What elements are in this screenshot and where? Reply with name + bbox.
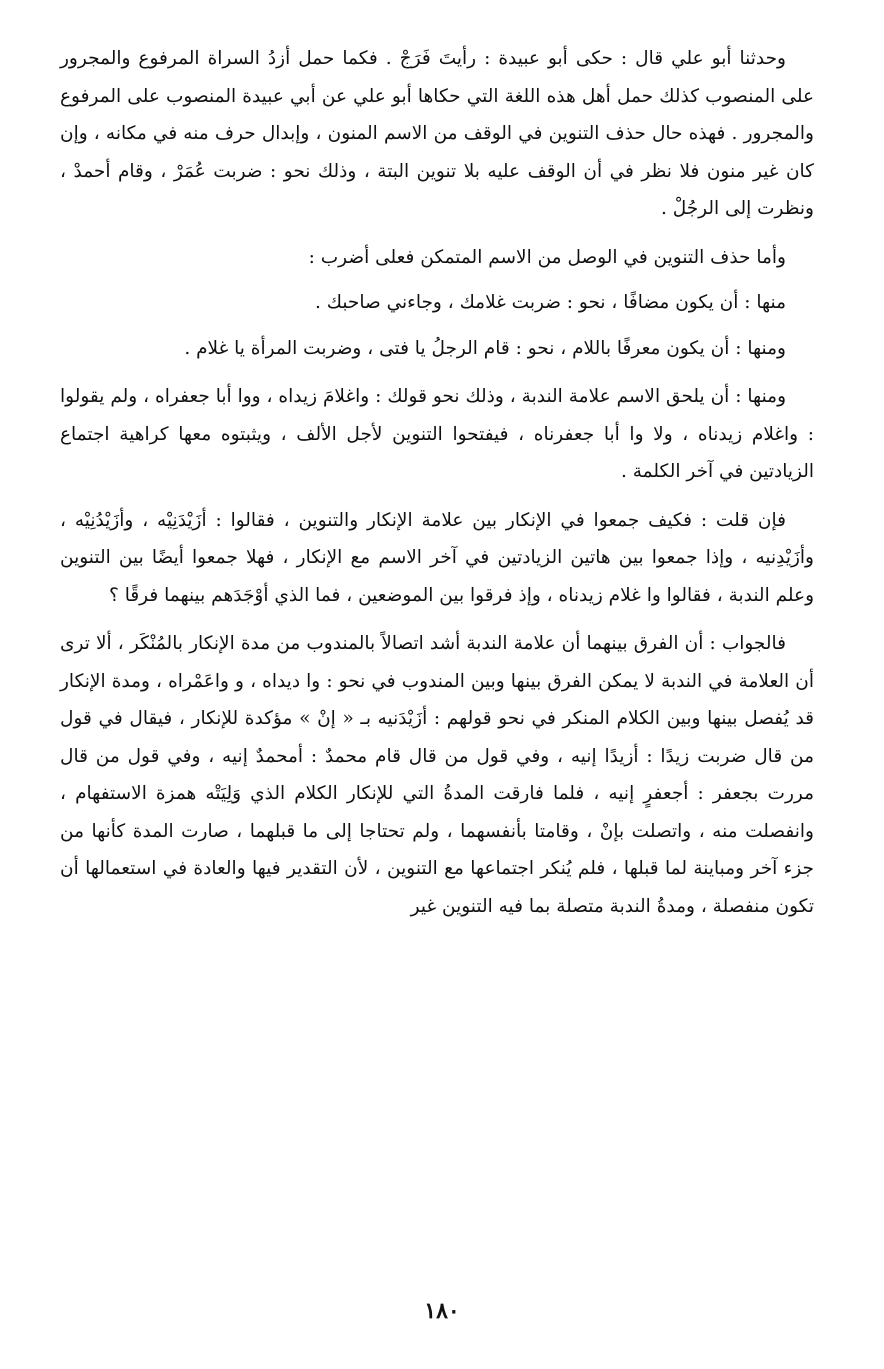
book-page <box>60 40 814 1300</box>
page-number: ١٨٠ <box>424 1298 460 1324</box>
paragraph-answer: فالجواب : أن الفرق بينهما أن علامة الندبة أشد اتصالاً بالمندوب من مدة الإنكار بالمُنْكَر ، ألا ترى أن العلامة في الندبة لا يمكن الفرق بينها وبين المندوب في نحو : وا ديداه ، و واعَمْراه ، ومدة الإنكار قد يُفصل بينها وبين الكلام المنكر في نحو قولهم : أزَيْدَنيه بـ « إنْ » مؤكدة للإنكار ، فيقال في قول من قال ضربت زيدًا : أزيدًا إنيه ، وفي قول من قال قام محمدٌ : أمحمدٌ إنيه ، وفي قول من قال مررت بجعفر : أجعفرٍ إنيه ، فلما فارقت المدةُ التي للإنكار الكلام الذي وَلِيَتْه همزة الاستفهام ، وانفصلت منه ، واتصلت بإنْ ، وقامتا بأنفسهما ، ولم تحتاجا إلى ما قبلهما ، صارت المدة كأنها من جزء آخر ومباينة لما قبلها ، فلم يُنكر اجتماعها مع التنوين ، لأن التقدير فيها والعادة في استعمالها أن تكون منفصلة ، ومدةُ الندبة متصلة بما فيه التنوين غير <box>60 633 814 917</box>
paragraph-question-inkar: فإن قلت : فكيف جمعوا في الإنكار بين علامة الإنكار والتنوين ، فقالوا : أزَيْدَنِيْه ، وأزَيْدُنِيْه ، وأزَيْدِنيه ، وإذا جمعوا بين هاتين الزيادتين في آخر الاسم مع الإنكار ، فهلا جمعوا أيضًا بين التنوين وعلم الندبة ، فقالوا وا غلام زيدناه ، وإذ فرقوا بين الموضعين ، فما الذي أوْجَدَهم بينهما فرقًا ؟ <box>60 509 814 606</box>
paragraph-nudba: ومنها : أن يلحق الاسم علامة الندبة ، وذلك نحو قولك : واغلامَ زيداه ، ووا أبا جعفراه ، ولم يقولوا : واغلام زيدناه ، ولا وا أبا جعفرناه ، فيفتحوا التنوين لأجل الألف ، ويثبتوه معها كراهية اجتماع الزيادتين في آخر الكلمة . <box>60 386 814 482</box>
paragraph-muarraf-bil-lam: ومنها : أن يكون معرفًا باللام ، نحو : قام الرجلُ يا فتى ، وضربت المرأة يا غلام . <box>184 337 786 359</box>
paragraph-mudaf: منها : أن يكون مضافًا ، نحو : ضربت غلامك ، وجاءني صاحبك . <box>314 292 786 313</box>
paragraph-waqf-tanwin: وحدثنا أبو علي قال : حكى أبو عبيدة : رأيتَ فَرَجْ . فكما حمل أزدُ السراة المرفوع والمجرور على المنصوب كذلك حمل أهل هذه اللغة التي حكاها أبو علي عن أبي عبيدة المنصوب على المرفوع والمجرور . فهذه حال حذف التنوين في الوقف من الاسم المنون ، وإبدال حرف منه في مكانه ، وإن كان غير منون فلا نظر في أن الوقف عليه بلا تنوين البتة ، وذلك نحو : ضربت عُمَرْ ، وقام أحمدْ ، ونظرت إلى الرجُلْ . <box>60 48 814 219</box>
paragraph-hadhf-tanwin-wasl: وأما حذف التنوين في الوصل من الاسم المتمكن فعلى أضرب : <box>308 246 786 268</box>
